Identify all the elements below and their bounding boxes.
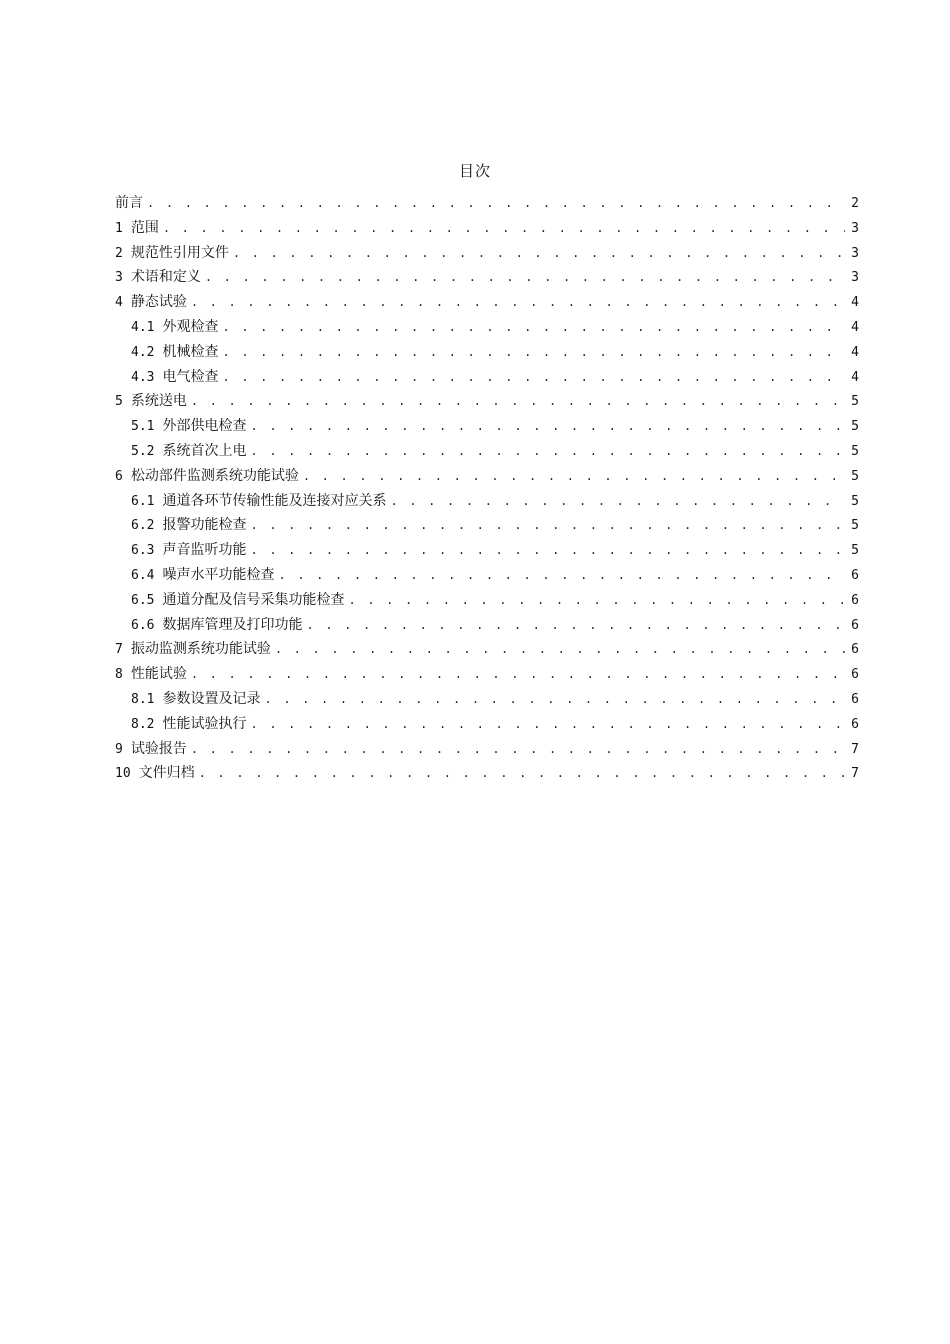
toc-dot-leader xyxy=(250,414,845,439)
toc-dot-leader xyxy=(250,439,845,464)
toc-entry[interactable] xyxy=(115,191,859,216)
toc-entry[interactable] xyxy=(115,761,859,786)
toc-entry-page-number: 6 xyxy=(851,592,859,608)
toc-dot-leader xyxy=(303,464,845,489)
toc-entry-number: 3 xyxy=(115,270,123,286)
toc-dot-leader xyxy=(222,340,845,365)
toc-entry-label: 试验报告 xyxy=(130,740,187,757)
toc-entry[interactable] xyxy=(115,389,859,414)
toc-entry-page-number: 5 xyxy=(851,518,859,534)
toc-entry[interactable] xyxy=(115,464,859,489)
toc-entry-label: 静态试验 xyxy=(130,294,187,311)
toc-entry-label: 前言 xyxy=(115,195,143,211)
toc-entry-label: 范围 xyxy=(130,219,159,236)
toc-entry-page-number: 3 xyxy=(851,220,859,236)
toc-entry-number: 6.4 xyxy=(131,567,155,583)
toc-entry-page-number: 3 xyxy=(851,270,859,286)
toc-entry-page-number: 7 xyxy=(851,741,859,757)
toc-list xyxy=(115,191,859,786)
toc-entry[interactable] xyxy=(115,439,859,464)
toc-entry-number: 1 xyxy=(115,220,123,236)
toc-entry-page-number: 2 xyxy=(851,196,859,211)
toc-dot-leader xyxy=(199,761,845,786)
toc-entry-page-number: 5 xyxy=(851,443,859,459)
toc-dot-leader xyxy=(191,389,845,414)
toc-entry[interactable] xyxy=(115,588,859,613)
toc-entry-label: 术语和定义 xyxy=(130,269,201,286)
toc-entry[interactable] xyxy=(115,513,859,538)
toc-entry-page-number: 6 xyxy=(851,691,859,707)
toc-dot-leader xyxy=(264,687,845,712)
toc-entry-page-number: 4 xyxy=(851,295,859,311)
toc-dot-leader xyxy=(191,662,845,687)
toc-entry-number: 7 xyxy=(115,642,123,658)
toc-entry-page-number: 6 xyxy=(851,667,859,683)
toc-entry-page-number: 6 xyxy=(851,716,859,732)
toc-dot-leader xyxy=(275,637,845,662)
toc-dot-leader xyxy=(348,588,845,613)
toc-entry-label: 性能试验执行 xyxy=(162,715,247,732)
toc-entry-page-number: 4 xyxy=(851,319,859,335)
toc-entry-page-number: 7 xyxy=(851,766,859,782)
toc-entry-page-number: 6 xyxy=(851,567,859,583)
toc-entry-label: 外观检查 xyxy=(162,318,219,335)
toc-entry-number: 5 xyxy=(115,394,123,410)
toc-dot-leader xyxy=(250,538,845,563)
toc-dot-leader xyxy=(250,712,845,737)
toc-entry[interactable] xyxy=(115,365,859,390)
toc-entry-page-number: 5 xyxy=(851,394,859,410)
toc-entry-label: 性能试验 xyxy=(130,666,187,683)
toc-entry-page-number: 6 xyxy=(851,642,859,658)
toc-entry-label: 报警功能检查 xyxy=(162,517,247,534)
toc-entry-label: 声音监听功能 xyxy=(162,542,247,559)
toc-entry-number: 2 xyxy=(115,245,123,261)
toc-entry-number: 4.2 xyxy=(131,344,155,360)
toc-entry[interactable] xyxy=(115,340,859,365)
toc-entry-number: 4 xyxy=(115,295,123,311)
toc-entry-number: 8.1 xyxy=(131,691,155,707)
toc-dot-leader xyxy=(222,315,845,340)
toc-entry-label: 系统首次上电 xyxy=(162,442,247,459)
toc-entry-page-number: 4 xyxy=(851,344,859,360)
toc-dot-leader xyxy=(163,216,845,241)
toc-entry-label: 通道各环节传输性能及连接对应关系 xyxy=(162,492,387,509)
toc-entry[interactable] xyxy=(115,290,859,315)
toc-dot-leader xyxy=(191,290,845,315)
toc-entry-number: 9 xyxy=(115,741,123,757)
toc-dot-leader xyxy=(278,563,845,588)
toc-entry-number: 8.2 xyxy=(131,716,155,732)
toc-entry-label: 外部供电检查 xyxy=(162,418,247,435)
toc-entry-number: 8 xyxy=(115,667,123,683)
toc-entry[interactable] xyxy=(115,563,859,588)
toc-entry[interactable] xyxy=(115,687,859,712)
toc-dot-leader xyxy=(250,513,845,538)
toc-entry-label: 松动部件监测系统功能试验 xyxy=(130,467,299,484)
toc-entry[interactable] xyxy=(115,737,859,762)
toc-entry[interactable] xyxy=(115,712,859,737)
toc-entry-number: 6.1 xyxy=(131,493,155,509)
toc-entry-label: 机械检查 xyxy=(162,343,219,360)
toc-entry-number: 6.6 xyxy=(131,617,155,633)
toc-entry[interactable] xyxy=(115,265,859,290)
toc-entry-page-number: 5 xyxy=(851,543,859,559)
toc-entry[interactable] xyxy=(115,613,859,638)
toc-entry-number: 6.2 xyxy=(131,518,155,534)
toc-entry-label: 规范性引用文件 xyxy=(130,244,229,261)
toc-entry-number: 6 xyxy=(115,468,123,484)
toc-entry-page-number: 4 xyxy=(851,369,859,385)
toc-entry[interactable] xyxy=(115,216,859,241)
toc-dot-leader xyxy=(222,365,845,390)
toc-entry-label: 电气检查 xyxy=(162,368,219,385)
toc-entry-page-number: 3 xyxy=(851,245,859,261)
toc-entry-number: 6.5 xyxy=(131,592,155,608)
toc-entry[interactable] xyxy=(115,241,859,266)
toc-entry-label: 振动监测系统功能试验 xyxy=(130,641,271,658)
toc-entry[interactable] xyxy=(115,315,859,340)
toc-entry[interactable] xyxy=(115,662,859,687)
toc-entry-page-number: 5 xyxy=(851,468,859,484)
toc-dot-leader xyxy=(233,241,845,266)
toc-entry-page-number: 6 xyxy=(851,617,859,633)
toc-entry-label: 通道分配及信号采集功能检查 xyxy=(162,591,345,608)
toc-entry-label: 参数设置及记录 xyxy=(162,690,261,707)
toc-entry[interactable] xyxy=(115,489,859,514)
toc-entry-number: 4.3 xyxy=(131,369,155,385)
toc-title: 目次 xyxy=(458,162,491,180)
toc-entry-number: 5.1 xyxy=(131,419,155,435)
toc-dot-leader xyxy=(205,265,845,290)
toc-dot-leader xyxy=(390,489,845,514)
toc-dot-leader xyxy=(191,737,845,762)
toc-entry-page-number: 5 xyxy=(851,493,859,509)
toc-dot-leader xyxy=(306,613,845,638)
toc-dot-leader xyxy=(147,191,845,216)
toc-entry[interactable] xyxy=(115,538,859,563)
toc-entry-page-number: 5 xyxy=(851,419,859,435)
toc-entry-number: 4.1 xyxy=(131,319,155,335)
toc-entry-label: 噪声水平功能检查 xyxy=(162,566,275,583)
toc-entry-number: 5.2 xyxy=(131,443,155,459)
toc-entry-label: 系统送电 xyxy=(130,393,187,410)
toc-entry-number: 6.3 xyxy=(131,543,155,559)
toc-entry-label: 数据库管理及打印功能 xyxy=(162,616,303,633)
toc-entry[interactable] xyxy=(115,414,859,439)
toc-entry[interactable] xyxy=(115,637,859,662)
toc-entry-label: 文件归档 xyxy=(138,765,195,782)
toc-entry-number: 10 xyxy=(115,766,131,782)
